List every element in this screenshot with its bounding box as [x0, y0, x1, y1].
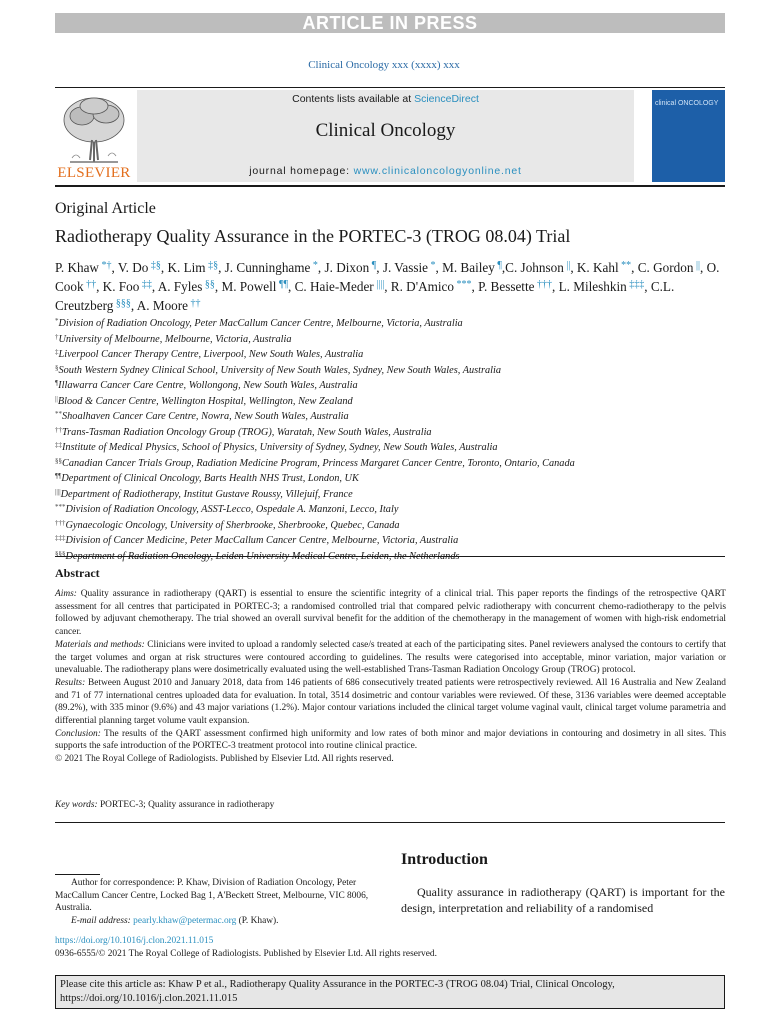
author-separator: ,	[214, 279, 222, 294]
author-affiliation-marks[interactable]: ¶	[369, 260, 377, 271]
affiliation-text: Institute of Medical Physics, School of Physics, University of Sydney, Sydney, New South Wales, Australia	[62, 442, 498, 453]
journal-homepage-link[interactable]: www.clinicaloncologyonline.net	[353, 165, 522, 177]
author-name: O. Cook	[55, 260, 720, 294]
abstract-section-label: Aims:	[55, 589, 77, 599]
introduction-text: Quality assurance in radiotherapy (QART) is important for the design, interpretation and reliability of a randomised	[401, 885, 725, 915]
affiliation-text: Illawarra Cancer Care Centre, Wollongong, New South Wales, Australia	[58, 380, 358, 391]
header-top-rule	[55, 87, 725, 88]
affiliation-item	[55, 393, 735, 409]
author-email-link[interactable]: pearly.khaw@petermac.org	[133, 915, 237, 926]
author-affiliation-marks[interactable]: *	[428, 260, 436, 271]
author-affiliation-marks[interactable]: **	[618, 260, 632, 271]
abstract-section-text: The results of the QART assessment confirmed high uniformity and low rates of both minor and major deviations in contouring and dosimetry in all sites. This supports the safe introduction of the PORTEC-3 treatment protocol into routine clinical practice.	[55, 728, 726, 752]
affiliation-mark: ¶	[55, 379, 59, 387]
author-affiliation-marks[interactable]: ‡‡	[139, 279, 152, 290]
correspondence-text: Author for correspondence: P. Khaw, Division of Radiation Oncology, Peter MacCallum Cancer Centre, Locked Bag 1, A'Beckett Street, Melbourne, VIC 8006, Australia.	[55, 878, 369, 913]
affiliation-text: Shoalhaven Cancer Care Centre, Nowra, New South Wales, Australia	[62, 411, 349, 422]
affiliation-list	[55, 315, 735, 563]
author-separator: ,	[317, 260, 325, 275]
abstract-top-rule	[55, 556, 725, 557]
email-label: E-mail address:	[71, 915, 134, 926]
affiliation-text: South Western Sydney Clinical School, University of New South Wales, Sydney, New South Wales, Australia	[58, 364, 502, 376]
author-affiliation-marks[interactable]: ||||	[373, 279, 385, 290]
contents-availability-line	[137, 93, 634, 105]
author-affiliation-marks[interactable]: ††	[188, 298, 201, 309]
affiliation-text: Canadian Cancer Trials Group, Radiation Medicine Program, Princess Margaret Cancer Centre, Toronto, Ontario, Canada	[62, 457, 575, 469]
affiliation-mark: ‡‡‡	[55, 534, 66, 542]
affiliation-mark: †††	[55, 518, 66, 527]
author-affiliation-marks[interactable]: ||	[693, 260, 700, 271]
author-name: V. Do	[117, 260, 149, 275]
author-separator: ,	[501, 260, 506, 275]
elsevier-wordmark: ELSEVIER	[57, 165, 131, 181]
author-name: P. Khaw	[55, 260, 99, 275]
author-separator: ,	[151, 279, 158, 294]
author-affiliation-marks[interactable]: ||	[563, 260, 571, 271]
affiliation-text: Division of Cancer Medicine, Peter MacCallum Cancer Centre, Melbourne, Victoria, Australia	[65, 535, 459, 546]
author-separator: ,	[570, 260, 577, 275]
doi-link[interactable]: https://doi.org/10.1016/j.clon.2021.11.015	[55, 936, 214, 946]
affiliation-mark: ||	[55, 394, 58, 403]
journal-cover-title: clinical ONCOLOGY	[655, 100, 719, 107]
author-name: C. Gordon	[637, 260, 694, 275]
author-name: C. Haie-Meder	[294, 279, 374, 294]
author-affiliation-marks[interactable]: ††	[83, 279, 97, 290]
author-affiliation-marks[interactable]: †††	[534, 279, 552, 290]
author-name: K. Kahl	[576, 260, 619, 275]
author-separator: ,	[471, 279, 479, 294]
footnote-rule	[55, 874, 100, 875]
author-affiliation-marks[interactable]: *	[310, 260, 318, 271]
contents-prefix: Contents lists available at	[292, 93, 415, 105]
author-name: J. Cunninghame	[224, 260, 311, 275]
journal-reference-link[interactable]: Clinical Oncology xxx (xxxx) xxx	[308, 59, 460, 71]
affiliation-text: Department of Radiation Oncology, Leiden University Medical Centre, Leiden, the Netherlands	[65, 550, 460, 562]
author-separator: ,	[435, 260, 443, 275]
keywords	[55, 800, 274, 810]
affiliation-item	[55, 377, 735, 393]
author-name: K. Foo	[102, 279, 140, 294]
journal-homepage-line	[137, 165, 634, 177]
affiliation-mark: §	[55, 363, 59, 372]
author-separator: ,	[699, 260, 707, 275]
author-separator: ,	[130, 298, 137, 313]
article-in-press-banner: ARTICLE IN PRESS	[55, 13, 725, 33]
email-suffix: (P. Khaw).	[236, 915, 279, 926]
affiliation-item	[55, 315, 735, 331]
author-name: L. Mileshkin	[558, 279, 627, 294]
abstract-section	[55, 639, 726, 677]
affiliation-mark: ‡	[55, 348, 59, 356]
abstract-copyright: © 2021 The Royal College of Radiologists. Published by Elsevier Ltd. All rights reserved.	[55, 754, 394, 765]
affiliation-item	[55, 517, 735, 533]
abstract-section-text: Between August 2010 and January 2018, data from 146 patients of 686 consecutively treated patients were retrospectively reviewed. All 16 Australia and New Zealand and 71 of 77 international centres uploaded data for evaluation. In total, 3514 dosimetric and contour variables were reviewed. Of these, 3136 variables were deemed acceptable (89.2%), with 335 minor (9.6%) and 43 major variations (1.2%). Major contour variations included the clinical target volume vaginal vault, clinical target volume parametria and differential planning target volume vault expansion.	[55, 677, 726, 727]
author-name: A. Moore	[136, 298, 189, 313]
author-separator: ,	[376, 260, 383, 275]
author-separator: ,	[218, 260, 225, 275]
author-separator: ,	[631, 260, 638, 275]
header-bottom-rule	[55, 185, 725, 187]
affiliation-mark: *	[55, 317, 59, 325]
affiliation-text: Trans-Tasman Radiation Oncology Group (TROG), Waratah, New South Wales, Australia	[62, 426, 432, 438]
article-type: Original Article	[55, 200, 156, 217]
affiliation-item	[55, 455, 735, 471]
abstract-section	[55, 677, 726, 728]
affiliation-mark: ¶¶	[55, 472, 62, 480]
author-separator: ,	[96, 279, 103, 294]
abstract-section-label: Materials and methods:	[55, 639, 145, 650]
author-name: M. Bailey	[442, 260, 495, 275]
abstract-section-text: Quality assurance in radiotherapy (QART) is essential to ensure the scientific integrity of a clinical trial. This paper reports the findings of the retrospective QART assessment for all centres that participated in PORTEC-3; a randomised controlled trial that compared pelvic radiotherapy with concurrent chemo-radiotherapy to the pelvis followed by adjuvant chemotherapy. The trial showed an overall survival benefit for the addition of the chemotherapy in the management of women with high-risk endometrial cancer.	[55, 589, 726, 638]
affiliation-item	[55, 532, 735, 548]
affiliation-text: Blood & Cancer Centre, Wellington Hospital, Wellington, New Zealand	[57, 395, 353, 407]
author-affiliation-marks[interactable]: §§§	[113, 298, 131, 309]
affiliation-text: Liverpool Cancer Therapy Centre, Liverpool, New South Wales, Australia	[58, 349, 364, 360]
journal-name: Clinical Oncology	[315, 120, 456, 141]
affiliation-item	[55, 439, 735, 455]
affiliation-text: Gynaecologic Oncology, University of Sherbrooke, Sherbrooke, Quebec, Canada	[65, 519, 400, 531]
affiliation-item	[55, 362, 735, 378]
issn-copyright: 0936-6555/© 2021 The Royal College of Radiologists. Published by Elsevier Ltd. All rights reserved.	[55, 949, 437, 959]
affiliation-item	[55, 346, 735, 362]
abstract-section-text: Clinicians were invited to upload a randomly selected case/s treated at each of the participating sites. Panel reviewers analysed the contours to certify that the target volumes and organ at risk structures were contoured according to guidelines. The results were categorised into acceptable, minor variation, major variation or unevaluable. The radiotherapy plans were dosimetrically evaluated using the well-established Trans-Tasman Radiation Oncology Group (TROG) protocol.	[55, 639, 727, 676]
affiliation-mark: ***	[55, 503, 66, 511]
author-affiliation-marks[interactable]: ‡‡‡	[626, 279, 645, 290]
author-separator: ,	[111, 260, 118, 275]
sciencedirect-link[interactable]: ScienceDirect	[414, 93, 479, 105]
affiliation-item	[55, 424, 735, 440]
author-name: J. Dixon	[324, 260, 370, 275]
article-title: Radiotherapy Quality Assurance in the PORTEC-3 (TROG 08.04) Trial	[55, 226, 571, 246]
affiliation-mark: ‡‡	[55, 441, 62, 449]
abstract-section	[55, 728, 726, 753]
author-name: C. Johnson	[505, 260, 564, 275]
affiliation-text: Department of Clinical Oncology, Barts Health NHS Trust, London, UK	[61, 473, 359, 484]
keywords-label: Key words:	[55, 800, 98, 810]
author-affiliation-marks[interactable]: ‡§	[148, 260, 161, 271]
affiliation-text: Division of Radiation Oncology, ASST-Lecco, Ospedale A. Manzoni, Lecco, Italy	[65, 504, 399, 515]
introduction-heading: Introduction	[401, 851, 488, 868]
author-name: K. Lim	[167, 260, 206, 275]
homepage-prefix: journal homepage:	[249, 165, 354, 177]
affiliation-item	[55, 501, 735, 517]
correspondence-footnote	[55, 877, 381, 927]
author-affiliation-marks[interactable]: §§	[202, 279, 215, 290]
abstract-bottom-rule	[55, 822, 725, 823]
author-affiliation-marks[interactable]: ‡§	[205, 260, 219, 271]
author-affiliation-marks[interactable]: ¶	[494, 260, 502, 271]
author-list	[55, 257, 730, 314]
citation-text: Please cite this article as: Khaw P et al., Radiotherapy Quality Assurance in the PORTEC-3 (TROG 08.04) Trial, Clinical Oncology, https://doi.org/10.1016/j.clon.2021.11.015	[60, 979, 615, 1004]
author-name: P. Bessette	[478, 279, 535, 294]
author-name: R. D'Amico	[390, 279, 454, 294]
abstract-heading: Abstract	[55, 566, 100, 580]
affiliation-mark: §§	[55, 456, 62, 465]
affiliation-mark: ||||	[55, 487, 61, 496]
email-line	[55, 915, 381, 928]
abstract-section-label: Results:	[55, 677, 86, 688]
author-name: M. Powell	[221, 279, 277, 294]
affiliation-item	[55, 486, 735, 502]
affiliation-text: Department of Radiotherapy, Institut Gustave Roussy, Villejuif, France	[60, 488, 353, 500]
affiliation-text: University of Melbourne, Melbourne, Victoria, Australia	[58, 333, 292, 345]
affiliation-item	[55, 408, 735, 424]
affiliation-mark: **	[55, 410, 62, 418]
affiliation-item	[55, 331, 735, 347]
abstract-section	[55, 588, 726, 639]
affiliation-text: Division of Radiation Oncology, Peter MacCallum Cancer Centre, Melbourne, Victoria, Australia	[58, 318, 463, 329]
author-name: A. Fyles	[157, 279, 203, 294]
author-separator: ,	[552, 279, 559, 294]
author-name: C.L. Creutzberg	[55, 279, 675, 313]
author-affiliation-marks[interactable]: ¶¶	[276, 279, 288, 290]
affiliation-item	[55, 470, 735, 486]
author-separator: ,	[384, 279, 391, 294]
affiliation-mark: §§§	[55, 549, 66, 558]
author-separator: ,	[644, 279, 651, 294]
author-name: J. Vassie	[382, 260, 428, 275]
keywords-text: PORTEC-3; Quality assurance in radiotherapy	[97, 800, 275, 810]
affiliation-mark: ††	[55, 425, 62, 434]
author-affiliation-marks[interactable]: *†	[98, 260, 112, 271]
affiliation-mark: †	[55, 332, 59, 341]
abstract-section-label: Conclusion:	[55, 728, 101, 739]
author-separator: ,	[288, 279, 295, 294]
author-affiliation-marks[interactable]: ***	[453, 279, 472, 290]
author-separator: ,	[160, 260, 168, 275]
abstract-body	[55, 588, 726, 766]
